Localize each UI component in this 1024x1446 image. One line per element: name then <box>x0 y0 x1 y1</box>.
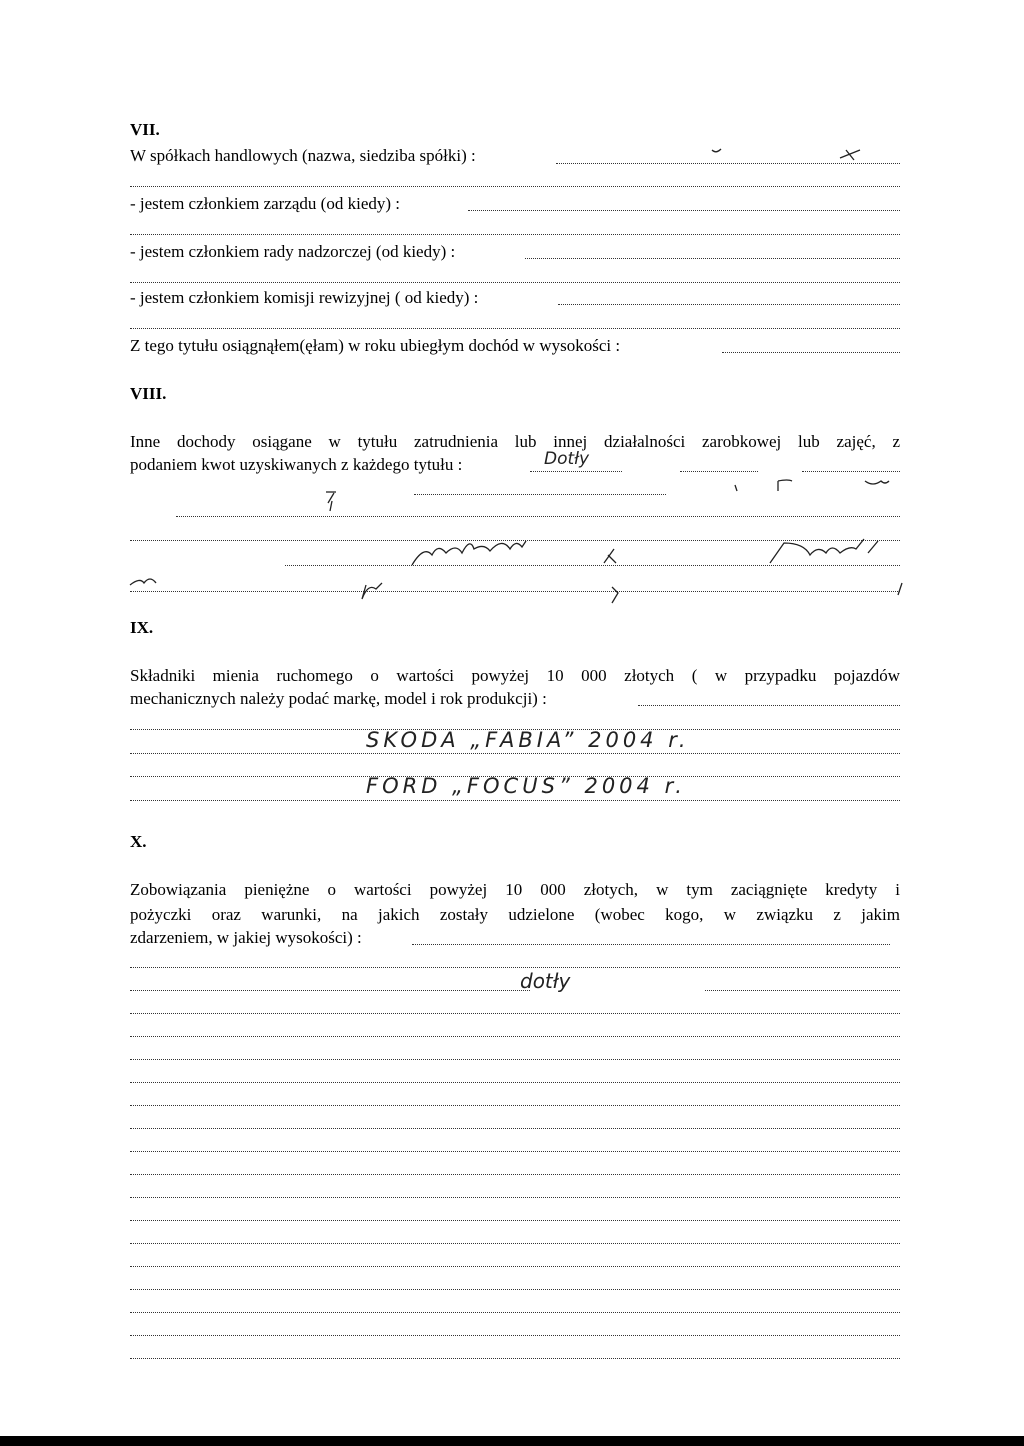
liabilities-text-3: zdarzeniem, w jakiej wysokości) : <box>130 928 362 947</box>
liabilities-fill-19 <box>130 1358 900 1359</box>
board-fill-line <box>468 210 900 211</box>
section-vii-number: VII. <box>130 120 160 139</box>
other-income-text-1: Inne dochody osiągane w tytułu zatrudnienia lub innej działalności zarobkowej lub zajęć, z <box>130 432 900 451</box>
audit-committee-label: - jestem członkiem komisji rewizyjnej ( od kiedy) : <box>130 288 479 307</box>
liabilities-fill-3b <box>705 990 900 991</box>
income-label: Z tego tytułu osiągnąłem(ęłam) w roku ubiegłym dochód w wysokości : <box>130 336 621 355</box>
movable-assets-text-2: mechanicznych należy podać markę, model i rok produkcji) : <box>130 689 547 708</box>
scan-bottom-border <box>0 1436 1024 1446</box>
liabilities-fill-15 <box>130 1266 900 1267</box>
liabilities-fill-12 <box>130 1197 900 1198</box>
supervisory-board-label: - jestem członkiem rady nadzorczej (od kiedy) : <box>130 242 456 261</box>
other-income-fill-3 <box>802 471 900 472</box>
companies-fill-line-2 <box>130 186 900 187</box>
section-ix-number: IX. <box>130 618 154 637</box>
liabilities-fill-8 <box>130 1105 900 1106</box>
movable-assets-fill-line <box>638 705 900 706</box>
audit-fill-line <box>558 304 900 305</box>
liabilities-fill-6 <box>130 1059 900 1060</box>
liabilities-text-1: Zobowiązania pieniężne o wartości powyżej 10 000 złotych, w tym zaciągnięte kredyty i <box>130 880 900 899</box>
liabilities-handwriting: dotły <box>520 969 571 993</box>
section-vii-companies-label: W spółkach handlowych (nazwa, siedziba spółki) : <box>130 146 476 165</box>
board-member-label: - jestem członkiem zarządu (od kiedy) : <box>130 194 400 213</box>
other-income-text-2: podaniem kwot uzyskiwanych z każdego tytułu : <box>130 455 463 474</box>
vehicle-1-line <box>130 753 900 754</box>
supervisory-fill-line-2 <box>130 282 900 283</box>
income-fill-line <box>722 352 900 353</box>
liabilities-fill-14 <box>130 1243 900 1244</box>
liabilities-fill-11 <box>130 1174 900 1175</box>
other-income-scribbles <box>130 475 910 600</box>
supervisory-fill-line <box>525 258 900 259</box>
liabilities-fill-line <box>412 944 890 945</box>
liabilities-fill-9 <box>130 1128 900 1129</box>
other-income-fill-2 <box>680 471 758 472</box>
liabilities-fill-2 <box>130 967 900 968</box>
other-income-fill-line <box>530 471 622 472</box>
vehicle-1-handwriting: SKODA „FABIA” 2004 r. <box>366 728 690 752</box>
section-viii-number: VIII. <box>130 384 167 403</box>
liabilities-text-2: pożyczki oraz warunki, na jakich zostały udzielone (wobec kogo, w związku z jakim <box>130 905 900 924</box>
liabilities-fill-3a <box>130 990 530 991</box>
liabilities-fill-13 <box>130 1220 900 1221</box>
liabilities-fill-17 <box>130 1312 900 1313</box>
liabilities-fill-5 <box>130 1036 900 1037</box>
liabilities-fill-18 <box>130 1335 900 1336</box>
vehicle-2-line <box>130 800 900 801</box>
section-x-number: X. <box>130 832 147 851</box>
board-fill-line-2 <box>130 234 900 235</box>
liabilities-fill-16 <box>130 1289 900 1290</box>
movable-assets-text-1: Składniki mienia ruchomego o wartości powyżej 10 000 złotych ( w przypadku pojazdów <box>130 666 900 685</box>
liabilities-fill-10 <box>130 1151 900 1152</box>
other-income-handwriting: Dotły <box>544 449 590 469</box>
audit-fill-line-2 <box>130 328 900 329</box>
liabilities-fill-7 <box>130 1082 900 1083</box>
liabilities-fill-4 <box>130 1013 900 1014</box>
dash-scribble <box>700 140 910 170</box>
vehicle-2-handwriting: FORD „FOCUS” 2004 r. <box>366 774 686 798</box>
